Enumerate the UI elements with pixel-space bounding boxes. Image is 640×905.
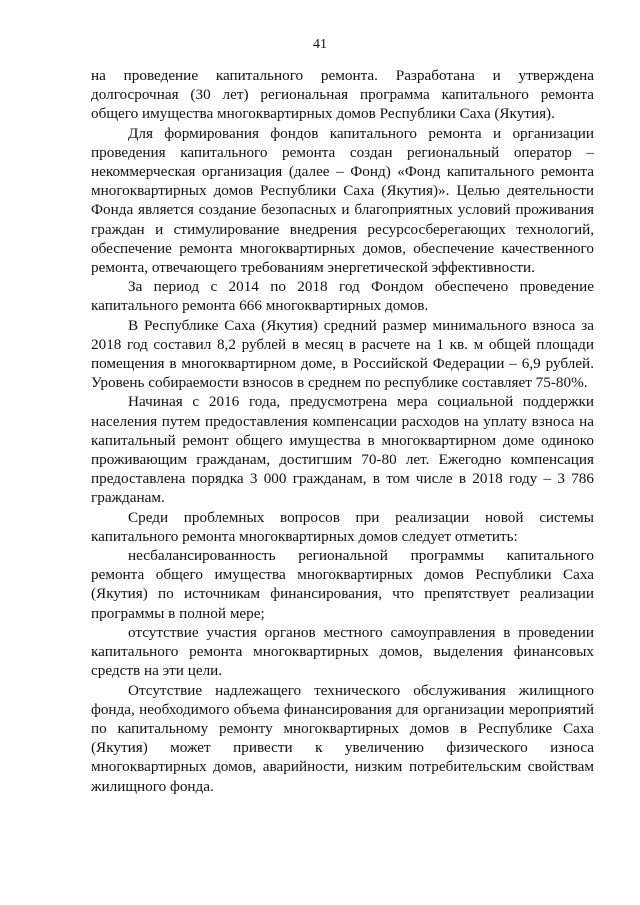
paragraph-social-support: Начиная с 2016 года, предусмотрена мера социальной поддержки населения путем предоставления компенсации расходов на уплату взноса на капитальный ремонт общего имущества в многоквартирном доме одиноко проживающим гражданам, достигшим 70-80 лет. Ежегодно компенсация предоставлена порядка 3 000 гражданам, в том числе в 2018 году – 3 786 гражданам. (91, 393, 594, 507)
page-number: 41 (313, 37, 327, 52)
paragraph-conclusion: Отсутствие надлежащего технического обслуживания жилищного фонда, необходимого объема финансирования для организации мероприятий по капитальному ремонту многоквартирных домов в Республике Саха (Якутия) может привести к увеличению физического износа многоквартирных домов, аварийности, низким потребительским свойствам жилищного фонда. (91, 681, 594, 795)
paragraph-continuation: на проведение капитального ремонта. Разработана и утверждена долгосрочная (30 лет) региональная программа капитального ремонта общего имущества многоквартирных домов Республики Саха (Якутия). (91, 67, 594, 123)
paragraph-problem-imbalance: несбалансированность региональной программы капитального ремонта общего имущества многоквартирных домов Республики Саха (Якутия) по источникам финансирования, что препятствует реализации программы в полной мере; (91, 547, 594, 622)
paragraph-minimum-contribution: В Республике Саха (Якутия) средний размер минимального взноса за 2018 год составил 8,2 рублей в месяц в расчете на 1 кв. м общей площади помещения в многоквартирном доме, в Российской Федерации – 6,9 рублей. Уровень собираемости взносов в среднем по республике составляет 75-80%. (91, 316, 594, 392)
paragraph-problem-local-government: отсутствие участия органов местного самоуправления в проведении капитального ремонта многоквартирных домов, выделения финансовых средств на эти цели. (91, 623, 594, 680)
document-body (91, 66, 594, 796)
paragraph-regional-operator: Для формирования фондов капитального ремонта и организации проведения капитального ремонта создан региональный оператор – некоммерческая организация (далее – Фонд) «Фонд капитального ремонта многоквартирных домов Республики Саха (Якутия)». Целью деятельности Фонда является создание безопасных и благоприятных условий проживания граждан и стимулирование внедрения ресурсосберегающих технологий, обеспечение ремонта многоквартирных домов, обеспечение качественного ремонта, отвечающего требованиям энергетической эффективности. (91, 124, 594, 277)
paragraph-problems-intro: Среди проблемных вопросов при реализации новой системы капитального ремонта многоквартирных домов следует отметить: (91, 508, 594, 545)
paragraph-repair-period: За период с 2014 по 2018 год Фондом обеспечено проведение капитального ремонта 666 многоквартирных домов. (91, 278, 594, 315)
